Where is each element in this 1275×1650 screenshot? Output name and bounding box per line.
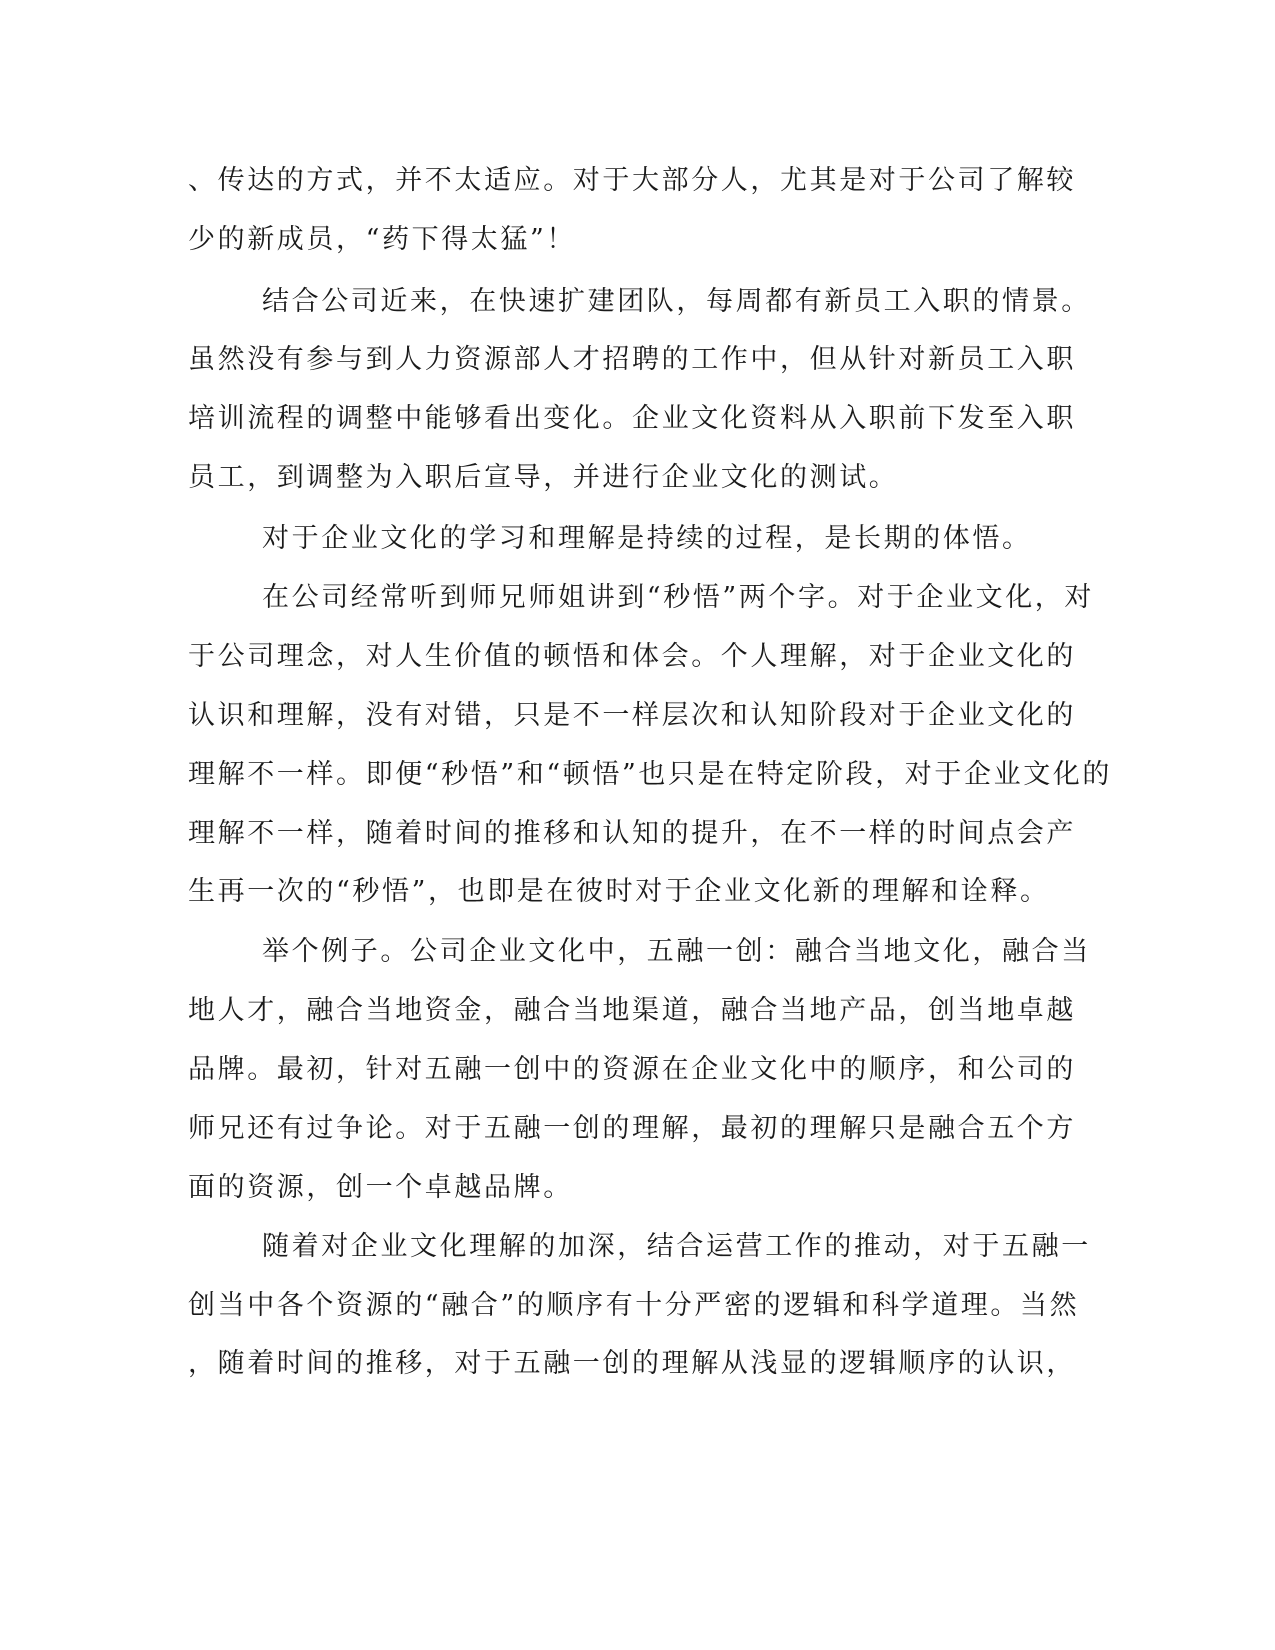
text-line: 举个例子。公司企业文化中，五融一创：融合当地文化，融合当 — [262, 936, 1091, 967]
text-line: 虽然没有参与到人力资源部人才招聘的工作中，但从针对新员工入职 — [188, 344, 1076, 375]
text-line: 于公司理念，对人生价值的顿悟和体会。个人理解，对于企业文化的 — [188, 641, 1076, 672]
text-line: 对于企业文化的学习和理解是持续的过程，是长期的体悟。 — [262, 523, 1032, 554]
text-line: ，随着时间的推移，对于五融一创的理解从浅显的逻辑顺序的认识， — [188, 1348, 1076, 1379]
text-line: 在公司经常听到师兄师姐讲到“秒悟”两个字。对于企业文化，对 — [262, 582, 1095, 613]
text-line: 员工，到调整为入职后宣导，并进行企业文化的测试。 — [188, 462, 899, 493]
text-line: 师兄还有过争论。对于五融一创的理解，最初的理解只是融合五个方 — [188, 1113, 1076, 1144]
text-line: 培训流程的调整中能够看出变化。企业文化资料从入职前下发至入职 — [188, 403, 1076, 434]
text-line: 随着对企业文化理解的加深，结合运营工作的推动，对于五融一 — [262, 1231, 1091, 1262]
text-line: 认识和理解，没有对错，只是不一样层次和认知阶段对于企业文化的 — [188, 700, 1076, 731]
text-line: 品牌。最初，针对五融一创中的资源在企业文化中的顺序，和公司的 — [188, 1054, 1076, 1085]
text-line: 结合公司近来，在快速扩建团队，每周都有新员工入职的情景。 — [262, 286, 1091, 317]
text-line: 生再一次的“秒悟”，也即是在彼时对于企业文化新的理解和诠释。 — [188, 876, 1050, 907]
text-line: 创当中各个资源的“融合”的顺序有十分严密的逻辑和科学道理。当然 — [188, 1290, 1080, 1321]
text-line: 少的新成员，“药下得太猛”！ — [188, 224, 577, 255]
text-line: 理解不一样。即便“秒悟”和“顿悟”也只是在特定阶段，对于企业文化的 — [188, 759, 1113, 790]
text-line: 面的资源，创一个卓越品牌。 — [188, 1172, 573, 1203]
text-line: 地人才，融合当地资金，融合当地渠道，融合当地产品，创当地卓越 — [188, 995, 1076, 1026]
text-line: 、传达的方式，并不太适应。对于大部分人，尤其是对于公司了解较 — [188, 165, 1076, 196]
text-line: 理解不一样，随着时间的推移和认知的提升，在不一样的时间点会产 — [188, 818, 1076, 849]
